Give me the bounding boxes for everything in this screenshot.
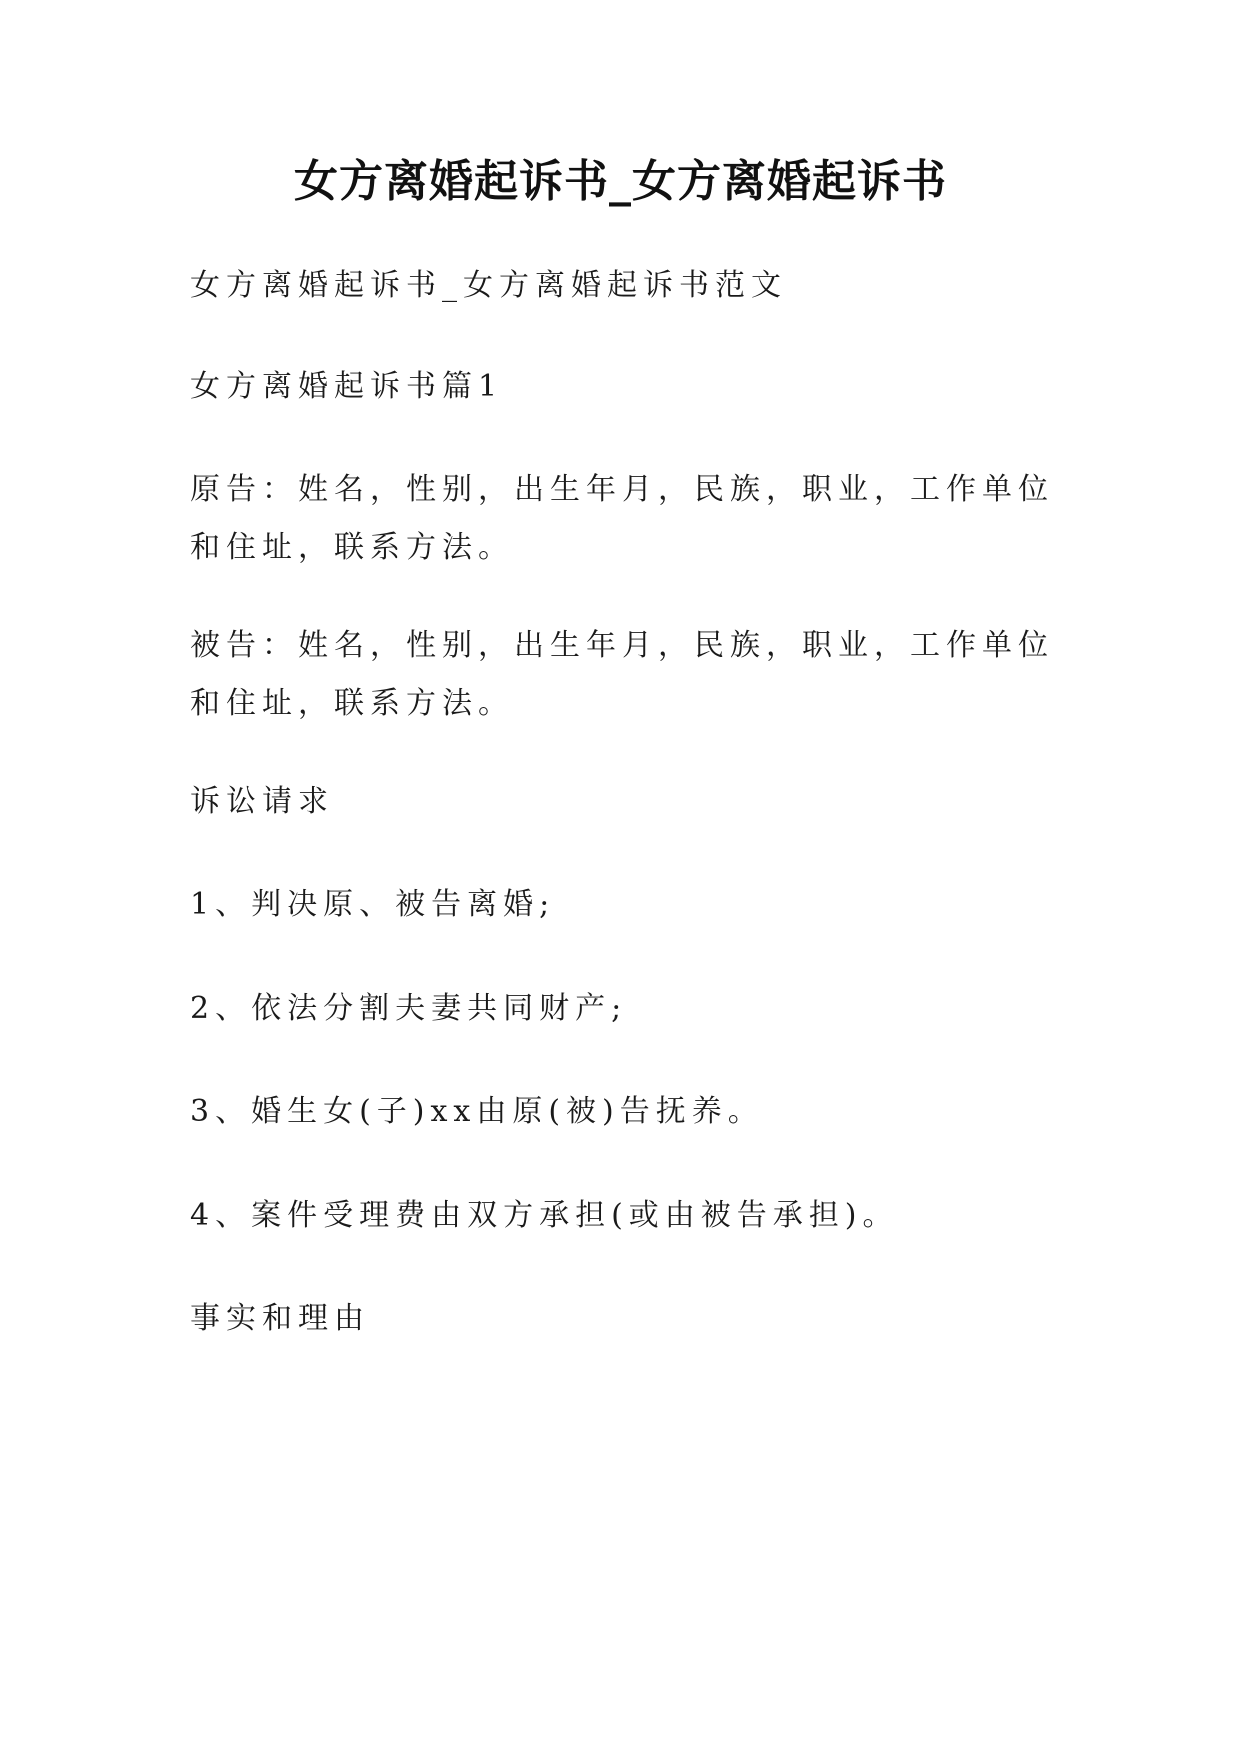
claims-heading: 诉讼请求	[190, 784, 334, 819]
claim-item: 2、依法分割夫妻共同财产;	[190, 991, 628, 1026]
subtitle-paragraph: 女方离婚起诉书_女方离婚起诉书范文	[190, 268, 787, 303]
plaintiff-paragraph: 原告：姓名，性别，出生年月，民族，职业，工作单位和住址，联系方法。	[190, 472, 1054, 565]
claim-item: 1、判决原、被告离婚;	[190, 887, 556, 922]
claim-item: 3、婚生女(子)xx由原(被)告抚养。	[190, 1094, 764, 1129]
document-title: 女方离婚起诉书_女方离婚起诉书	[294, 156, 947, 207]
claim-item: 4、案件受理费由双方承担(或由被告承担)。	[190, 1198, 899, 1233]
defendant-paragraph: 被告：姓名，性别，出生年月，民族，职业，工作单位和住址，联系方法。	[190, 628, 1054, 721]
facts-heading: 事实和理由	[190, 1301, 370, 1336]
section-heading: 女方离婚起诉书篇1	[190, 369, 504, 404]
